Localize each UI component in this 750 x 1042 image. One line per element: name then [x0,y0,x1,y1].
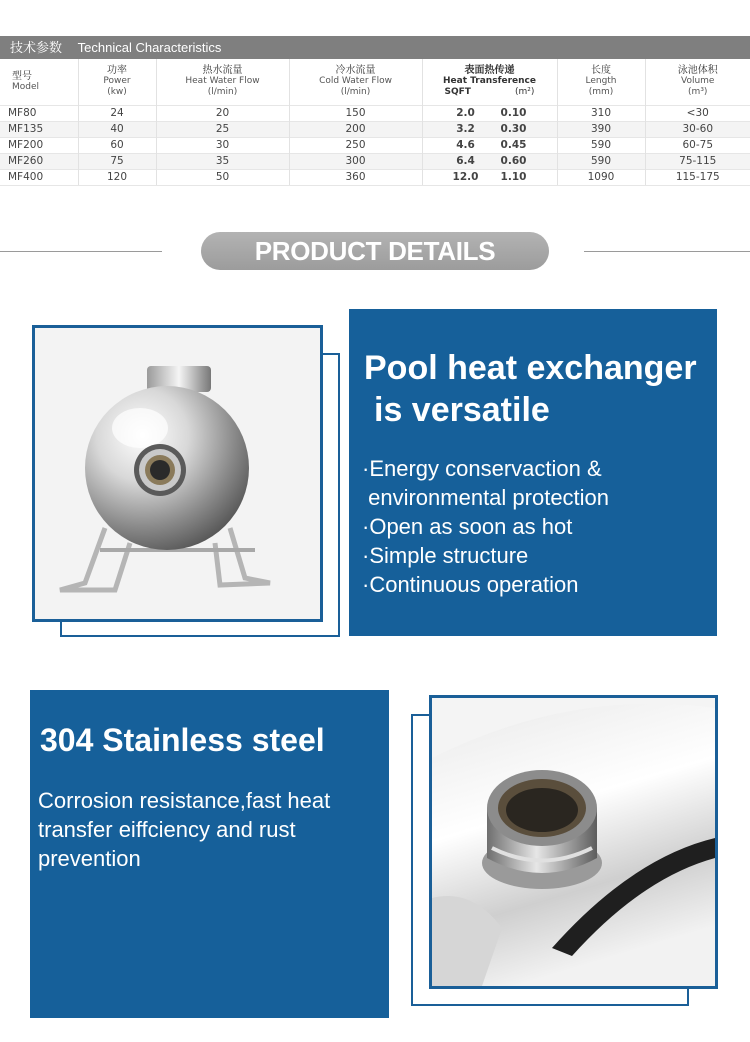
table-row: MF260 75 35 300 6.4 0.60 590 75-115 [0,153,750,169]
divider-left [0,251,162,252]
product-photo-closeup [429,695,718,989]
spec-title-cn: 技术参数 [10,40,63,55]
spec-table [0,59,750,186]
table-row: MF200 60 30 250 4.6 0.45 590 60-75 [0,137,750,153]
list-item: ·Energy conservaction & [362,456,602,481]
list-item: ·Open as soon as hot [362,514,573,539]
table-row: MF135 40 25 200 3.2 0.30 390 30-60 [0,121,750,137]
heat-exchanger-closeup-image [432,698,715,986]
list-item: ·Simple structure [362,543,529,568]
product-photo-front [32,325,323,622]
col-header-heat-transference: 表面热传递 Heat Transference SQFT (m²) [422,59,557,105]
col-header-cold-flow: 冷水流量 Cold Water Flow (l/min) [289,59,422,105]
spec-title-en: Technical Characteristics [77,40,222,55]
panel2-description: Corrosion resistance,fast heat transfer eiffciency and rust prevention [38,788,331,871]
feature-panel-versatile [349,309,717,636]
divider-right [584,251,750,252]
col-header-length: 长度 Length (mm) [557,59,645,105]
col-header-power: 功率 Power (kw) [78,59,156,105]
col-header-hot-flow: 热水流量 Heat Water Flow (l/min) [156,59,289,105]
table-row: MF400 120 50 360 12.0 1.10 1090 115-175 [0,169,750,185]
heat-exchanger-front-image [35,328,320,619]
spec-table-header [0,36,750,59]
table-row: MF80 24 20 150 2.0 0.10 310 <30 [0,105,750,121]
panel2-title: 304 Stainless steel [40,722,325,758]
col-header-volume: 泳池体积 Volume (m³) [677,65,718,98]
section-title: PRODUCT DETAILS [201,232,549,270]
feature-panel-stainless [30,690,389,1018]
list-item: environmental protection [362,485,610,510]
list-item: ·Continuous operation [362,572,579,597]
col-header-model: 型号 Model [0,59,78,105]
panel1-title: Pool heat exchanger is versatile [364,349,697,429]
feature-list [362,454,609,599]
